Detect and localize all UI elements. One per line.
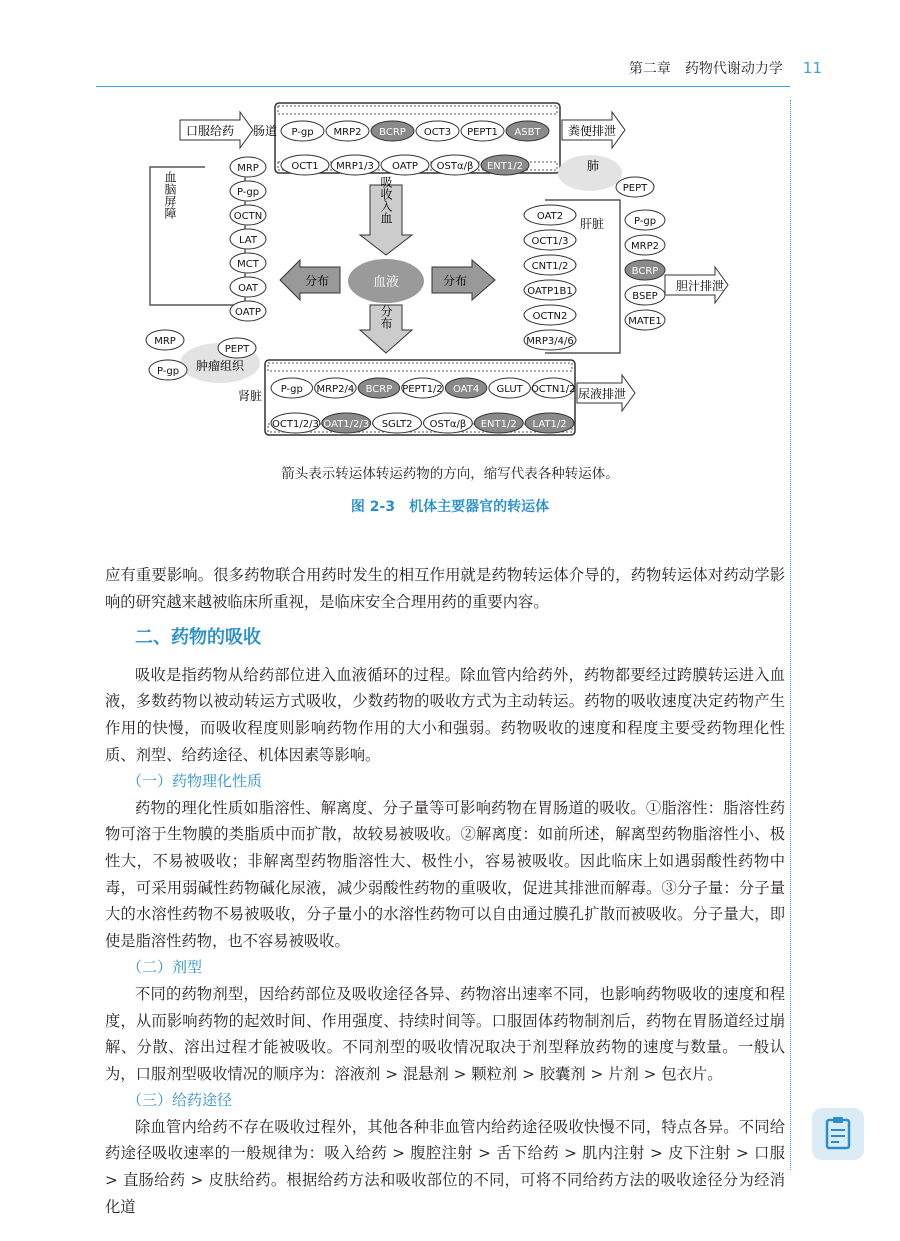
transporter-label: OATP	[235, 307, 261, 318]
transporter-label: OCT1	[291, 161, 319, 172]
transporter-label: BSEP	[632, 291, 658, 302]
transporter-label: OATP	[392, 161, 418, 172]
fecal-label: 粪便排泄	[567, 124, 617, 138]
transporter-label: P-gp	[280, 384, 303, 395]
transporter-label: GLUT	[496, 384, 523, 395]
kidney-label: 肾脏	[237, 389, 263, 403]
transporter-label: MRP3/4/6	[526, 336, 574, 347]
transporter-label: PEPT	[224, 344, 250, 355]
transporter-label: LAT1/2	[532, 419, 567, 430]
figure-note: 箭头表示转运体转运药物的方向，缩写代表各种转运体。	[281, 466, 619, 482]
absorb-label: 吸收入血	[379, 176, 393, 224]
running-header	[629, 58, 822, 78]
transporter-label: BCRP	[379, 127, 406, 138]
notes-button[interactable]	[812, 1108, 864, 1160]
subheading-physchem: （一）药物理化性质	[127, 772, 263, 791]
transporter-label: OAT4	[452, 384, 480, 395]
transporter-label: ENT1/2	[486, 161, 524, 172]
intestine-label: 肠道	[252, 124, 278, 138]
tumor-label: 肿瘤组织	[195, 359, 245, 373]
distribute-right-label: 分布	[442, 274, 468, 288]
transporter-label: OSTα/β	[429, 419, 467, 430]
transporter-label: BCRP	[365, 384, 393, 395]
paragraph-physchem: 药物的理化性质如脂溶性、解离度、分子量等可影响药物在胃肠道的吸收。①脂溶性：脂溶性药物可溶于生物膜的类脂质中而扩散，故较易被吸收。②解离度：如前所述，解离型药物脂溶性小、极性大，不易被吸收；非解离型药物脂溶性大、极性小，容易被吸收。因此临床上如遇弱酸性药物中毒，可采用弱碱性药物碱化尿液，减少弱酸性药物的重吸收，促进其排泄而解毒。③分子量：分子量大的水溶性药物不易被吸收，分子量小的水溶性药物可以自由通过膜孔扩散而被吸收。分子量大，即使是脂溶性药物，也不容易被吸收。	[105, 798, 785, 950]
transporter-label: OCTN1/2	[530, 384, 576, 395]
paragraph-route: 除血管内给药不存在吸收过程外，其他各种非血管内给药途径吸收快慢不同，特点各异。不同给药途径吸收速率的一般规律为：吸入给药 > 腹腔注射 > 舌下给药 > 肌内注射 > 皮下注射 > 口服 > 直肠给药 > 皮肤给药。根据给药方法和吸收部位的不同，可将不同给药方法的吸收途径分为经消化道	[105, 1117, 785, 1216]
transporter-label: OATP1B1	[527, 286, 573, 297]
transporter-label: ASBT	[514, 127, 541, 138]
transporter-label: P-gp	[236, 187, 260, 198]
lung-label: 肺	[586, 159, 600, 173]
transporter-label: MCT	[237, 259, 259, 270]
distribute-down-label: 分布	[379, 305, 393, 329]
transporter-label: OAT	[238, 283, 258, 294]
transporter-label: BCRP	[631, 266, 659, 277]
transporter-label: OCTN2	[532, 311, 568, 322]
margin-dotted-line	[790, 100, 791, 1170]
paragraph-absorption: 吸收是指药物从给药部位进入血液循环的过程。除血管内给药外，药物都要经过跨膜转运进入血液，多数药物以被动转运方式吸收，少数药物的吸收方式为主动转运。药物的吸收速度决定药物产生作用的快慢，而吸收程度则影响药物作用的大小和强弱。药物吸收的速度和程度主要受药物理化性质、剂型、给药途径、机体因素等影响。	[105, 665, 785, 764]
bbb-label: 血脑屏障	[163, 171, 177, 219]
chapter-title: 第二章 药物代谢动力学	[628, 61, 783, 77]
transporter-figure	[130, 95, 725, 440]
transporter-label: OCT1/3	[531, 236, 569, 247]
transporter-label: MRP2/4	[316, 384, 355, 395]
figure-title: 图 2-3 机体主要器官的转运体	[350, 499, 550, 515]
transporter-label: MRP2	[631, 241, 659, 252]
transporter-label: MRP	[154, 336, 176, 347]
transporter-label: PEPT	[622, 183, 648, 194]
transporter-label: PEPT1	[467, 127, 498, 138]
section-heading: 二、药物的吸收	[135, 627, 261, 649]
transporter-label: MRP2	[333, 127, 362, 138]
transporter-label: OCTN	[233, 211, 263, 222]
paragraph-continued: 应有重要影响。很多药物联合用药时发生的相互作用就是药物转运体介导的，药物转运体对药动学影响的研究越来越被临床所重视，是临床安全合理用药的重要内容。	[105, 566, 785, 611]
transporter-label: P-gp	[291, 127, 314, 138]
header-rule	[96, 86, 790, 87]
transporter-label: ENT1/2	[480, 419, 517, 430]
oral-label: 口服给药	[185, 124, 235, 138]
transporter-label: PEPT1/2	[402, 384, 443, 395]
transporter-label: LAT	[239, 235, 257, 246]
blood-label: 血液	[372, 275, 400, 290]
page-number: 11	[802, 59, 822, 77]
bile-label: 胆汁排泄	[675, 279, 725, 293]
transporter-label: OAT1/2/3	[323, 419, 370, 430]
distribute-left-label: 分布	[304, 274, 330, 288]
transporter-label: P-gp	[633, 216, 657, 227]
transporter-label: OCT3	[423, 127, 452, 138]
urine-label: 尿液排泄	[577, 387, 627, 401]
transporter-label: OSTα/β	[436, 161, 474, 172]
subheading-route: （三）给药途径	[127, 1091, 233, 1110]
transporter-label: MRP1/3	[336, 161, 374, 172]
transporter-label: OCT1/2/3	[272, 419, 319, 430]
body-text	[105, 562, 785, 1220]
transporter-label: OAT2	[536, 211, 564, 222]
subheading-dosage-form: （二）剂型	[127, 958, 203, 977]
transporter-label: CNT1/2	[531, 261, 569, 272]
transporter-label: MATE1	[628, 316, 662, 327]
transporter-label: SGLT2	[381, 419, 413, 430]
paragraph-dosage-form: 不同的药物剂型，因给药部位及吸收途径各异、药物溶出速率不同，也影响药物吸收的速度和程度，从而影响药物的起效时间、作用强度、持续时间等。口服固体药物制剂后，药物在胃肠道经过崩解、分散、溶出过程才能被吸收。不同剂型的吸收情况取决于剂型释放药物的速度与数量。一般认为，口服剂型吸收情况的顺序为：溶液剂 > 混悬剂 > 颗粒剂 > 胶囊剂 > 片剂 > 包衣片。	[105, 984, 785, 1083]
transporter-label: MRP	[237, 163, 259, 174]
liver-label: 肝脏	[579, 217, 605, 231]
clipboard-icon	[812, 1108, 864, 1160]
transporter-label: P-gp	[156, 366, 180, 377]
